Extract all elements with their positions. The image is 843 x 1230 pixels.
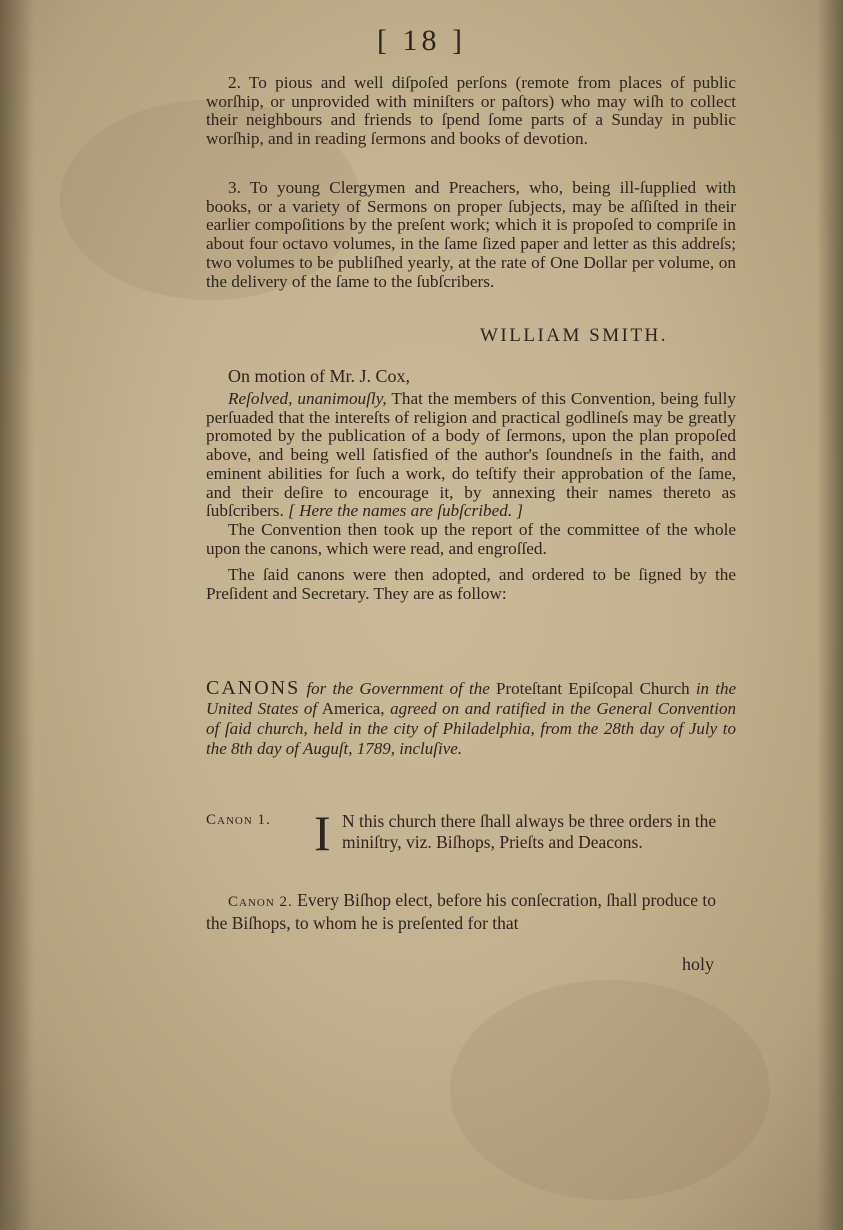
canon-2-body: Every Biſhop elect, before his conſecration, ſhall produce to the Biſhops, to whom he is preſented for that	[206, 890, 717, 933]
resolved-label: Reſolved, unanimouſly,	[228, 389, 387, 408]
adopted-text: The ſaid canons were then adopted, and ordered to be ſigned by the Preſident and Secretary. They are as follow:	[206, 565, 736, 604]
subscribed-note: [ Here the names are ſubſcribed. ]	[288, 501, 524, 521]
canon-2-heading: Canon 2.	[228, 894, 293, 910]
convention-text: The Convention then took up the report of the committee of the whole upon the canons, which were read, and engroſſed.	[206, 519, 736, 558]
paper-stain	[450, 980, 770, 1200]
canons-heading: CANONS for the Government of the Proteſtant Epiſcopal Church in the United States of America, agreed on and ratified in the General Convention of ſaid church, held in the city of Philadelphia, from the 28th day of July to the 8th day of Auguſt, 1789, incluſive.	[206, 677, 737, 758]
page-number: [ 18 ]	[377, 24, 466, 57]
canon-2	[206, 890, 736, 934]
canon-1-heading: Canon 1.	[206, 812, 271, 828]
canon-1-body: N this church there ſhall always be three orders in the miniſtry, viz. Biſhops, Prieſts and Deacons.	[342, 811, 717, 852]
paragraph-2: 2. To pious and well diſpoſed perſons (remote from places of public worſhip, or unprovided with miniſters or paſtors) who may wiſh to collect their neighbours and friends to ſpend ſome parts of a Sunday in public worſhip, and in reading ſermons and books of devotion.	[206, 73, 736, 149]
paragraph-3: 3. To young Clergymen and Preachers, who, being ill-ſupplied with books, or a variety of Sermons on proper ſubjects, may be aſſiſted in their earlier compoſitions by the preſent work; which it is propoſed to compriſe in about four octavo volumes, in the ſame ſized paper and letter as this addreſs; two volumes to be publiſhed yearly, at the rate of One Dollar per volume, on the delivery of the ſame to the ſubſcribers.	[206, 178, 736, 291]
resolved-text: That the members of this Convention, being fully perſuaded that the intereſts of religion and practical godlineſs may be greatly promoted by the publication of a body of ſermons, upon the plan propoſed above, and being well ſatisfied of the author's ſoundneſs in the faith, and eminent abilities for ſuch a work, do teſtify their approbation of the ſame, and their deſire to encourage it, by annexing their names thereto as ſubſcribers.	[206, 389, 736, 521]
drop-cap: I	[314, 805, 331, 861]
resolution-paragraph	[206, 390, 736, 604]
signature: WILLIAM SMITH.	[480, 325, 669, 346]
motion-line: On motion of Mr. J. Cox,	[228, 366, 411, 386]
catchword: holy	[682, 954, 715, 974]
canon-1	[206, 805, 736, 861]
